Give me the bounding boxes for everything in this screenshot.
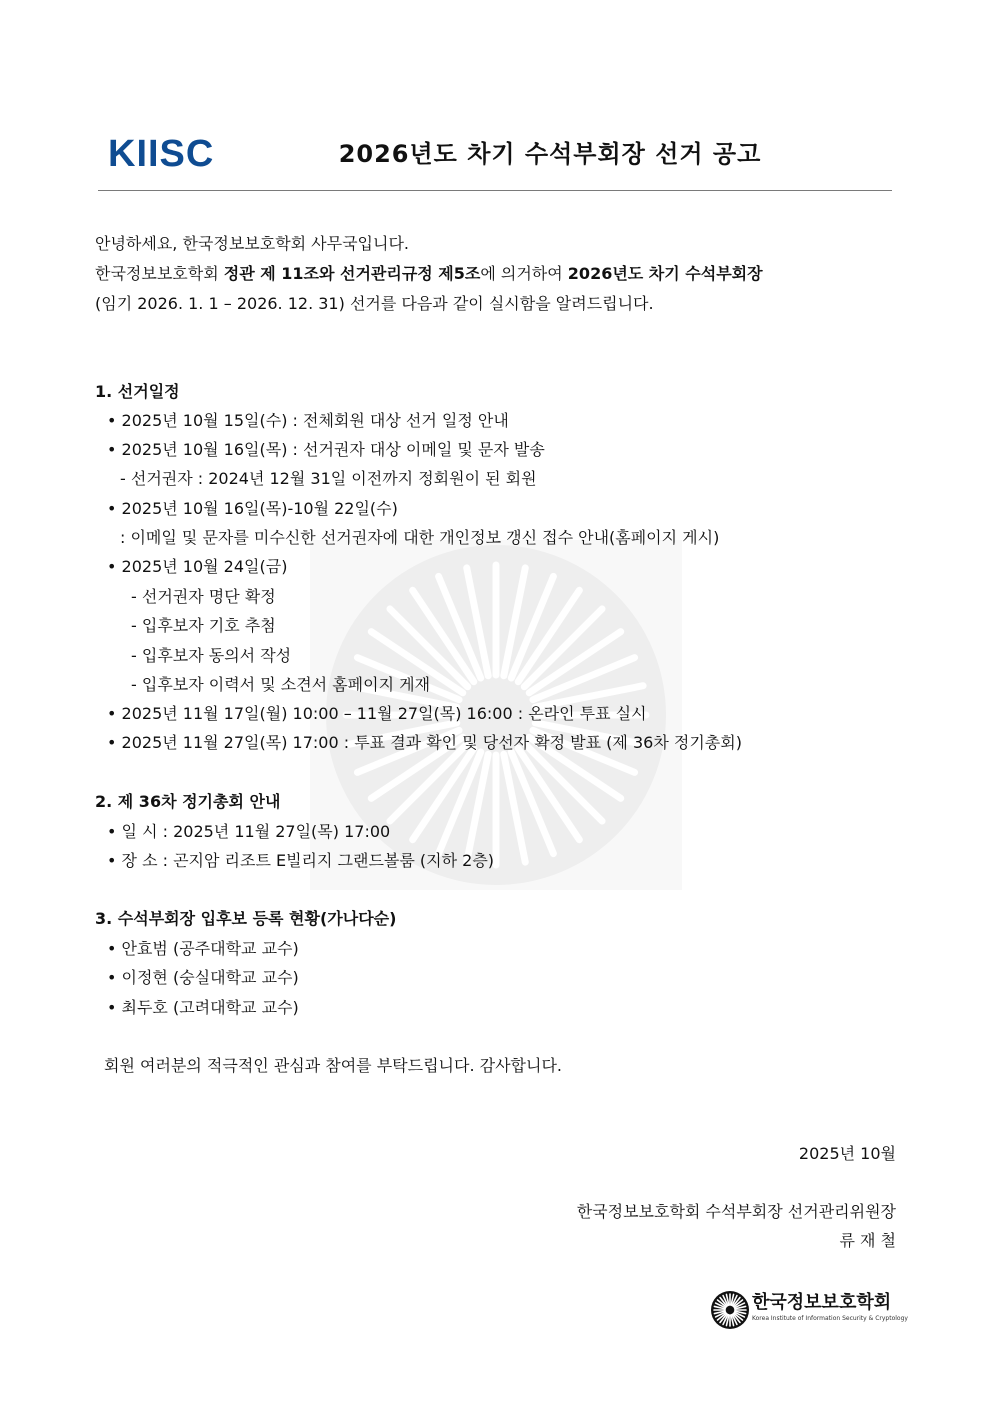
seal-icon <box>710 1290 750 1330</box>
section2-heading: 2. 제 36차 정기총회 안내 <box>95 792 281 811</box>
schedule-item: • 2025년 11월 17일(월) 10:00 – 11월 27일(목) 16:00 : 온라인 투표 실시 <box>107 704 647 723</box>
schedule-subitem: : 이메일 및 문자를 미수신한 선거권자에 대한 개인정보 갱신 접수 안내(홈페이지 게시) <box>120 528 720 547</box>
meeting-info: • 일 시 : 2025년 11월 27일(목) 17:00 <box>107 822 391 841</box>
schedule-item: • 2025년 10월 15일(수) : 전체회원 대상 선거 일정 안내 <box>107 411 509 430</box>
intro-basis <box>95 262 763 286</box>
schedule-subitem: - 선거권자 : 2024년 12월 31일 이전까지 정회원이 된 회원 <box>120 469 537 488</box>
signer-name: 류 재 철 <box>839 1231 896 1250</box>
footer-org-name: 한국정보보호학회 <box>752 1292 892 1313</box>
footer-org-english: Korea Institute of Information Security & Cryptology <box>752 1315 908 1322</box>
schedule-subitem: - 선거권자 명단 확정 <box>131 587 276 606</box>
intro-greeting: 안녕하세요, 한국정보보호학회 사무국입니다. <box>95 234 410 253</box>
signer-title: 한국정보보호학회 수석부회장 선거관리위원장 <box>576 1202 896 1221</box>
page-title: 2026년도 차기 수석부회장 선거 공고 <box>338 140 762 168</box>
schedule-item: • 2025년 10월 24일(금) <box>107 557 288 576</box>
intro-term: (임기 2026. 1. 1 – 2026. 12. 31) 선거를 다음과 같이 실시함을 알려드립니다. <box>95 294 654 313</box>
schedule-subitem: - 입후보자 기호 추첨 <box>131 616 276 635</box>
schedule-subitem: - 입후보자 동의서 작성 <box>131 646 292 665</box>
closing-text: 회원 여러분의 적극적인 관심과 참여를 부탁드립니다. 감사합니다. <box>104 1056 563 1075</box>
candidate-item: • 최두호 (고려대학교 교수) <box>107 998 299 1017</box>
intro-basis-position: 2026년도 차기 수석부회장 <box>567 264 763 283</box>
schedule-item: • 2025년 11월 27일(목) 17:00 : 투표 결과 확인 및 당선자 확정 발표 (제 36차 정기총회) <box>107 733 742 752</box>
intro-basis-a: 한국정보보호학회 <box>95 264 224 283</box>
intro-basis-regulation: 정관 제 11조와 선거관리규정 제5조 <box>223 264 481 283</box>
meeting-info: • 장 소 : 곤지암 리조트 E빌리지 그랜드볼룸 (지하 2층) <box>107 851 495 870</box>
schedule-item: • 2025년 10월 16일(목) : 선거권자 대상 이메일 및 문자 발송 <box>107 440 545 459</box>
intro-basis-c: 에 의거하여 <box>480 264 568 283</box>
header-divider <box>98 190 892 191</box>
section1-heading: 1. 선거일정 <box>95 382 180 401</box>
candidate-item: • 이정현 (숭실대학교 교수) <box>107 968 299 987</box>
footer-logo <box>710 1290 908 1332</box>
notice-date: 2025년 10월 <box>798 1144 896 1163</box>
schedule-item: • 2025년 10월 16일(목)-10월 22일(수) <box>107 499 398 518</box>
kiisc-logo: KIISC <box>108 133 215 175</box>
section3-heading: 3. 수석부회장 입후보 등록 현황(가나다순) <box>95 909 397 928</box>
schedule-subitem: - 입후보자 이력서 및 소견서 홈페이지 게재 <box>131 675 431 694</box>
candidate-item: • 안효범 (공주대학교 교수) <box>107 939 299 958</box>
